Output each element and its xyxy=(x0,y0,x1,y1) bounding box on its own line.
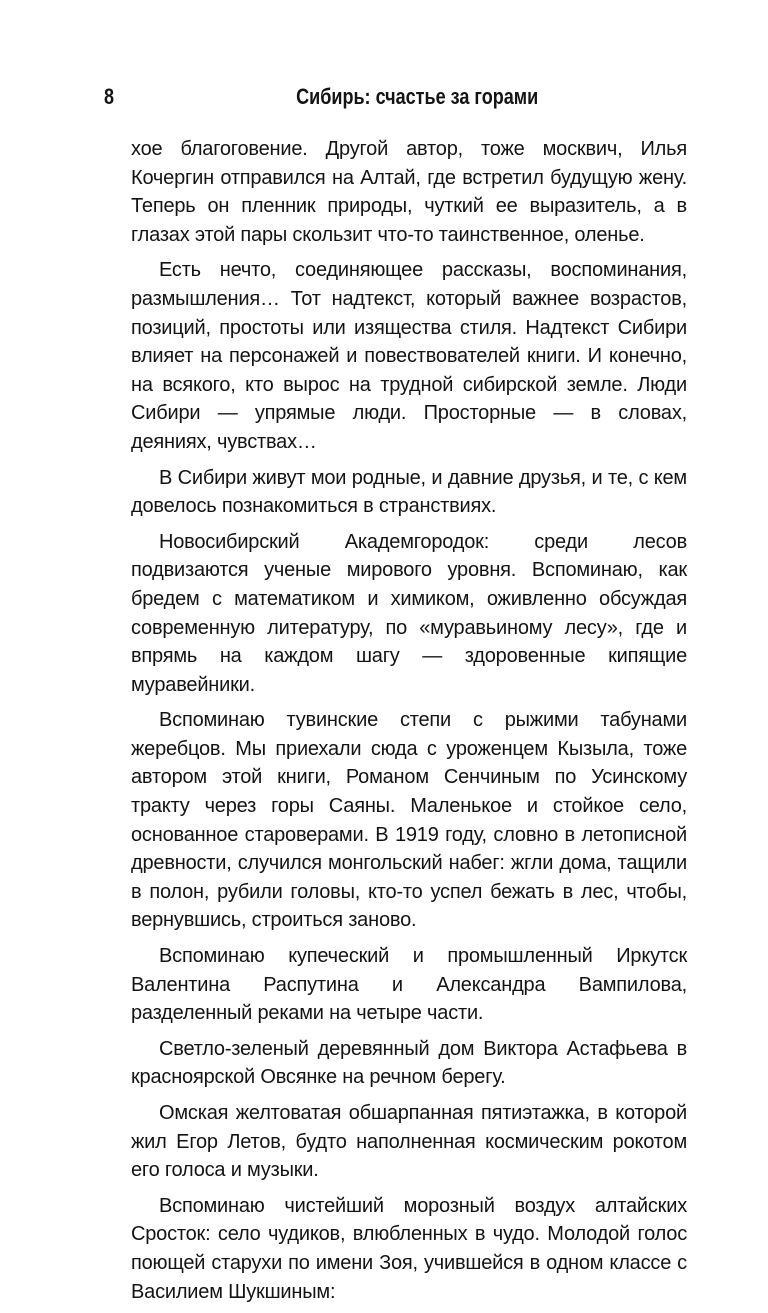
paragraph: Омская желтоватая обшарпанная пятиэтажка, в которой жил Егор Летов, будто наполненная космическим рокотом его голоса и музыки. xyxy=(131,1102,687,1182)
paragraph: Светло-зеленый деревянный дом Виктора Астафьева в красноярской Овсянке на речном берегу. xyxy=(131,1037,687,1089)
running-head xyxy=(0,84,768,114)
paragraph: В Сибири живут мои родные, и давние друзья, и те, с кем довелось познакомиться в странствиях. xyxy=(131,466,687,518)
paragraph: хое благоговение. Другой автор, тоже москвич, Илья Кочергин отправился на Алтай, где встретил будущую жену. Теперь он пленник природы, чуткий ее выразитель, а в глазах этой пары скользит что-то таинственное, оленье. xyxy=(131,138,687,246)
paragraph: Вспоминаю тувинские степи с рыжими табунами жеребцов. Мы приехали сюда с уроженцем Кызыла, тоже автором этой книги, Романом Сенчиным по Усинскому тракту через горы Саяны. Маленькое и стойкое село, основанное староверами. В 1919 году, словно в летописной древности, случился монгольский набег: жгли дома, тащили в полон, рубили головы, кто-то успел бежать в лес, чтобы, вернувшись, строиться заново. xyxy=(131,709,687,932)
paragraph: Новосибирский Академгородок: среди лесов подвизаются ученые мирового уровня. Вспоминаю, как бредем с математиком и химиком, оживленно обсуждая современную литературу, по «муравьиному лесу», где и впрямь на каждом шагу — здоровенные кипящие муравейники. xyxy=(131,530,687,696)
paragraph: Вспоминаю чистейший морозный воздух алтайских Сросток: село чудиков, влюбленных в чудо. Молодой голос поющей старухи по имени Зоя, учившейся в одном классе с Василием Шукшиным: xyxy=(131,1194,687,1303)
paragraph: Вспоминаю купеческий и промышленный Иркутск Валентина Распутина и Александра Вампилова, разделенный реками на четыре части. xyxy=(131,945,687,1025)
page-number: 8 xyxy=(104,84,115,109)
paragraph: Есть нечто, соединяющее рассказы, воспоминания, размышления… Тот надтекст, который важнее возрастов, позиций, простоты или изящества стиля. Надтекст Сибири влияет на персонажей и повествователей книги. И конечно, на всякого, кто вырос на трудной сибирской земле. Люди Сибири — упрямые люди. Просторные — в словах, деяниях, чувствах… xyxy=(131,259,687,453)
body-text xyxy=(131,135,687,1313)
running-title: Сибирь: счастье за горами xyxy=(296,84,539,109)
